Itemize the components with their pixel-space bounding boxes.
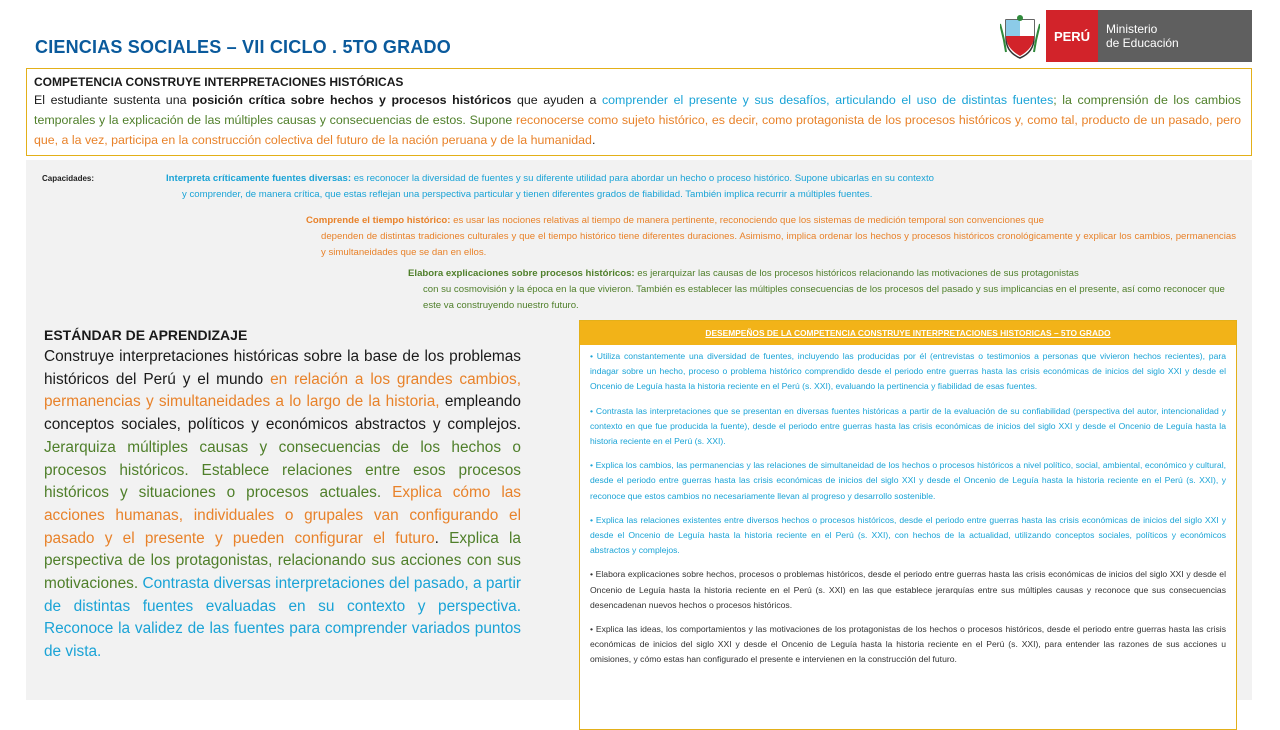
peru-coat-of-arms-icon <box>1000 14 1040 60</box>
capacidad-explicaciones-text2: con su cosmovisión y la época en la que vivieron. También es establecer las múltiples consecuencias de los procesos del pasado y sus implicancias en el presente, así como reconocer que este va construyendo nuestro futuro. <box>423 284 1225 311</box>
desempeno-item: • Explica las relaciones existentes entre diversos hechos o procesos históricos, desde el periodo entre guerras hasta las crisis económicas de inicios del siglo XXI y desde el Oncenio de Leguía hasta la historia reciente en el Perú (s. XXI), con hechos de la actualidad, utilizando conceptos sociales, políticos y económicos abstractos y complejos. <box>590 514 1226 556</box>
competencia-text <box>34 90 1241 150</box>
competencia-part: que ayuden a <box>511 93 602 107</box>
capacidad-explicaciones <box>408 266 1232 314</box>
desempeno-item: • Utiliza constantemente una diversidad de fuentes, incluyendo las producidas por él (entrevistas o testimonios a personas que vivieron hechos recientes), para indagar sobre un hecho, proceso o problema histórico comprendido desde el periodo entre guerras hasta las crisis económicas de inicios del siglo XXI y desde el Oncenio de Leguía hasta la historia reciente en el Perú (s. XXI), evaluando la pertinencia y fiabilidad de esas fuentes. <box>590 351 1226 392</box>
ministry-label <box>1098 10 1252 62</box>
competencia-part: El estudiante sustenta una <box>34 93 193 107</box>
minedu-logo <box>1000 10 1252 62</box>
estandar-part: . <box>434 529 450 547</box>
estandar-green: Jerarquiza múltiples causas y consecuencias de los hechos o procesos históricos. Establece relaciones entre esos procesos históricos y situaciones o procesos actuales. <box>44 438 521 502</box>
competencia-orange: reconocerse como sujeto histórico, es decir, como protagonista de los procesos históricos y, como tal, producto de un pasado, pero que, a la vez, participa en la construcción colectiva del futuro de la nación peruana y de la humanidad <box>34 113 1241 147</box>
capacidad-fuentes-text2: y comprender, de manera crítica, que estas reflejan una perspectiva particular y tienen diferentes grados de fiabilidad. También implica recurrir a múltiples fuentes. <box>182 189 873 200</box>
competencia-title: COMPETENCIA CONSTRUYE INTERPRETACIONES HISTÓRICAS <box>34 75 404 89</box>
estandar-part <box>381 484 392 501</box>
estandar-part: Construye interpretaciones históricas sobre la base de los problemas históricos del Perú y el mundo <box>44 348 521 388</box>
ministry-line1: Ministerio <box>1106 22 1158 36</box>
estandar-section <box>44 327 521 664</box>
capacidad-fuentes-title: Interpreta críticamente fuentes diversas: <box>166 173 352 184</box>
desempeno-item: • Explica las ideas, los comportamientos y las motivaciones de los protagonistas de los hechos o procesos históricos, desde el periodo entre guerras hasta las crisis económicas de inicios del siglo XXI y desde el Oncenio de Leguía hasta la historia reciente en el Perú (s. XXI), para entender las razones de sus acciones u omisiones, y cómo estas han configurado el presente e intervienen en la construcción del futuro. <box>590 624 1226 665</box>
desempeno-item: • Explica los cambios, las permanencias y las relaciones de simultaneidad de los hechos o procesos históricos a nivel político, social, ambiental, económico y cultural, desde el periodo entre guerras hasta las crisis económicas de inicios del siglo XXI y desde el Oncenio de Leguía hasta la historia reciente en el Perú (s. XXI), y reconoce que estos cambios no necesariamente llevan al progreso y desarrollo sostenible. <box>590 460 1226 501</box>
estandar-green: Explica la perspectiva de los protagonistas, relacionando sus acciones con sus motivaciones. <box>44 529 521 593</box>
competencia-green: ; la comprensión de los cambios temporales y la explicación de las múltiples causas y consecuencias de estos. Supone <box>34 93 1241 127</box>
capacidades-label: Capacidades: <box>42 174 95 183</box>
desempenos-header: DESEMPEÑOS DE LA COMPETENCIA CONSTRUYE INTERPRETACIONES HISTORICAS – 5TO GRADO <box>580 321 1236 345</box>
desempeno-item: • Contrasta las interpretaciones que se presentan en diversas fuentes históricas a partir de la evaluación de su confiabilidad (perspectiva del autor, intencionalidad y contexto en que fue producida la fuente), desde el periodo entre guerras hasta las crisis económicas de inicios del siglo XXI y desde el Oncenio de Leguía hasta la historia reciente en el Perú (s. XXI). <box>590 405 1226 447</box>
page-title: CIENCIAS SOCIALES – VII CICLO . 5TO GRADO <box>35 37 451 57</box>
estandar-blue: Contrasta diversas interpretaciones del pasado, a partir de distintas fuentes evaluadas en su contexto y perspectiva. Reconoce la validez de las fuentes para comprender variados puntos de vista. <box>44 575 521 661</box>
estandar-title: ESTÁNDAR DE APRENDIZAJE <box>44 327 248 343</box>
competencia-bold: posición crítica sobre hechos y procesos históricos <box>192 93 512 107</box>
competencia-part: . <box>591 133 596 147</box>
capacidad-tiempo-text: es usar las nociones relativas al tiempo de manera pertinente, reconociendo que los sistemas de medición temporal son convenciones que <box>450 215 1045 226</box>
estandar-part: empleando conceptos sociales, políticos y económicos abstractos y complejos. <box>44 393 521 434</box>
capacidad-tiempo-text2: dependen de distintas tradiciones culturales y que el tiempo histórico tiene diferentes duraciones. Asimismo, implica ordenar los hechos y procesos históricos cronológicamente y explicar los cambios, permanencias y simultaneidades que se dan en ellos. <box>321 231 1236 258</box>
desempenos-box <box>579 320 1237 730</box>
competencia-blue: comprender el presente y sus desafíos, articulando el uso de distintas fuentes <box>601 93 1054 107</box>
capacidad-tiempo-title: Comprende el tiempo histórico: <box>306 215 451 226</box>
peru-label: PERÚ <box>1046 10 1098 62</box>
desempeno-item: • Elabora explicaciones sobre hechos, procesos o problemas históricos, desde el periodo entre guerras hasta las crisis económicas de inicios del siglo XXI y desde el Oncenio de Leguía hasta la historia reciente en el Perú (s. XXI) en las que establece jerarquías entre sus múltiples causas y reconoce que sus consecuencias desencadenan nuevos hechos o procesos históricos. <box>590 569 1226 610</box>
estandar-orange: en relación a los grandes cambios, permanencias y simultaneidades a lo largo de la historia, <box>44 370 521 411</box>
capacidad-explicaciones-text: es jerarquizar las causas de los procesos históricos relacionando las motivaciones de sus protagonistas <box>634 268 1079 279</box>
estandar-orange: Explica cómo las acciones humanas, individuales o grupales van configurando el pasado y el presente y pueden configurar el futuro <box>44 484 522 547</box>
capacidad-fuentes-text: es reconocer la diversidad de fuentes y su diferente utilidad para abordar un hecho o proceso histórico. Supone ubicarlas en su contexto <box>351 173 934 184</box>
estandar-text <box>44 346 521 664</box>
capacidad-tiempo <box>306 213 1236 261</box>
capacidad-fuentes <box>166 171 1132 203</box>
capacidad-explicaciones-title: Elabora explicaciones sobre procesos históricos: <box>408 268 635 279</box>
ministry-line2: de Educación <box>1106 36 1179 50</box>
competencia-box <box>26 68 1252 156</box>
